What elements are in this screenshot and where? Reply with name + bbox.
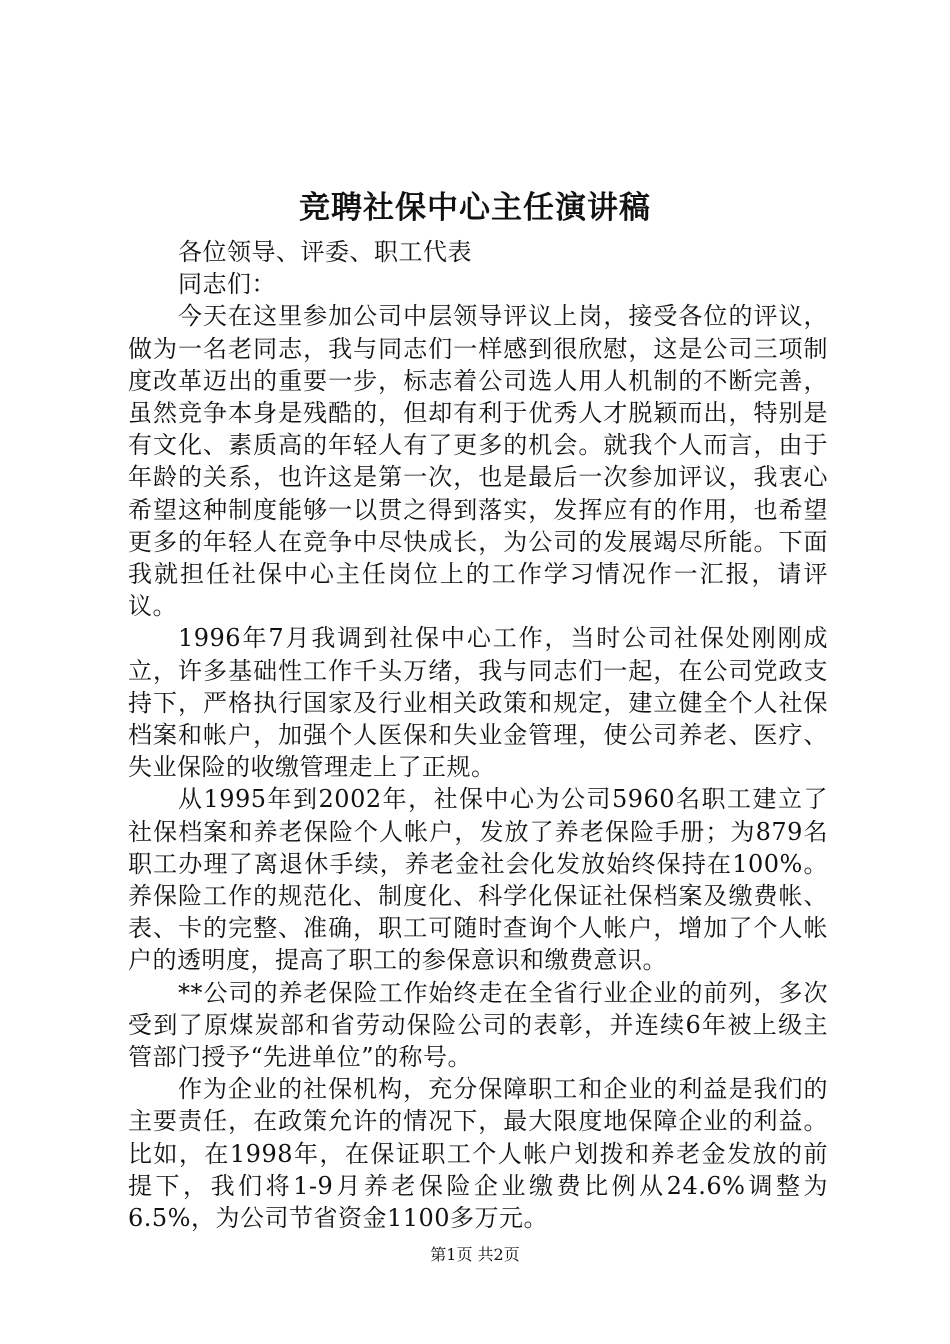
greeting-line: 同志们：	[178, 270, 276, 299]
body-paragraph: **公司的养老保险工作始终走在全省行业企业的前列，多次受到了原煤炭部和省劳动保险公司的表彰，并连续6年被上级主管部门授予“先进单位”的称号。	[128, 978, 828, 1072]
page-footer: 第1页 共2页	[430, 1245, 520, 1264]
body-paragraph: 1996年7月我调到社保中心工作，当时公司社保处刚刚成立，许多基础性工作千头万绪，我与同志们一起，在公司党政支持下，严格执行国家及行业相关政策和规定，建立健全个人社保档案和帐户，加强个人医保和失业金管理，使公司养老、医疗、失业保险的收缴管理走上了正规。	[128, 624, 828, 782]
body-paragraph: 从1995年到2002年，社保中心为公司5960名职工建立了社保档案和养老保险个人帐户，发放了养老保险手册；为879名职工办理了离退休手续，养老金社会化发放始终保持在100%。养保险工作的规范化、制度化、科学化保证社保档案及缴费帐、表、卡的完整、准确，职工可随时查询个人帐户，增加了个人帐户的透明度，提高了职工的参保意识和缴费意识。	[128, 785, 828, 975]
document-body	[128, 236, 828, 1234]
body-paragraph: 今天在这里参加公司中层领导评议上岗，接受各位的评议，做为一名老同志，我与同志们一样感到很欣慰，这是公司三项制度改革迈出的重要一步，标志着公司选人用人机制的不断完善，虽然竞争本身是残酷的，但却有利于优秀人才脱颖而出，特别是有文化、素质高的年轻人有了更多的机会。就我个人而言，由于年龄的关系，也许这是第一次，也是最后一次参加评议，我衷心希望这种制度能够一以贯之得到落实，发挥应有的作用，也希望更多的年轻人在竞争中尽快成长，为公司的发展竭尽所能。下面我就担任社保中心主任岗位上的工作学习情况作一汇报，请评议。	[128, 302, 828, 621]
document-title: 竞聘社保中心主任演讲稿	[299, 190, 651, 226]
salutation-line: 各位领导、评委、职工代表	[178, 238, 472, 266]
body-paragraph: 作为企业的社保机构，充分保障职工和企业的利益是我们的主要责任，在政策允许的情况下，最大限度地保障企业的利益。比如，在1998年，在保证职工个人帐户划拨和养老金发放的前提下，我们将1-9月养老保险企业缴费比例从24.6%调整为6.5%，为公司节省资金1100多万元。	[128, 1075, 828, 1233]
